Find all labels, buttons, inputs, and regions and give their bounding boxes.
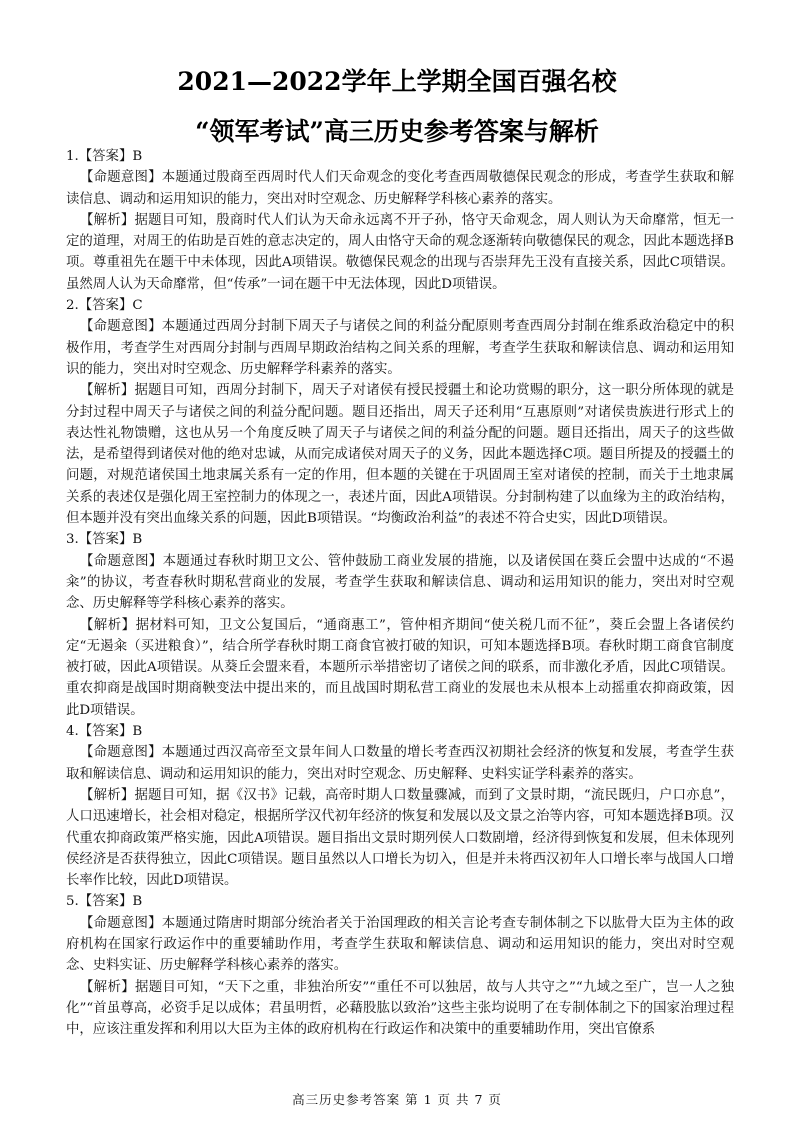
answer-line: 2.【答案】C bbox=[66, 298, 143, 314]
question-block-3 bbox=[66, 529, 734, 721]
answer-line: 1.【答案】B bbox=[66, 149, 143, 164]
analysis-paragraph: 【解析】据题目可知，西周分封制下，周天子对诸侯有授民授疆土和论功赏赐的职分，这一职分所体现的就是分封过程中周天子与诸侯之间的利益分配问题。题目还指出，周天子还利用“互惠原则”对诸侯贵族进行形式上的表达性礼物馈赠，这也从另一个角度反映了周天子与诸侯之间的利益分配的问题。题目还指出，周天子的这些做法，是希望得到诸侯对他的绝对忠诚，从而完成诸侯对周天子的义务，因此本题选择C项。题目所提及的授疆土的问题，对规范诸侯国土地隶属关系有一定的作用，但本题的关键在于巩固周王室对诸侯的控制，而关于土地隶属关系的表述仅是强化周王室控制力的体现之一，表述片面，因此A项错误。分封制构建了以血缘为主的政治结构，但本题并没有突出血缘关系的问题，因此B项错误。“均衡政治利益”的表述不符合史实，因此D项错误。 bbox=[66, 383, 734, 527]
answer-line: 3.【答案】B bbox=[66, 532, 143, 548]
page-title-line2: “领军考试”高三历史参考答案与解析 bbox=[195, 117, 599, 146]
intent-paragraph: 【命题意图】本题通过春秋时期卫文公、管仲鼓励工商业发展的措施，以及诸侯国在葵丘会盟中达成的“不遏籴”的协议，考查春秋时期私营商业的发展，考查学生获取和解读信息、调动和运用知识的能力，突出对时空观念、历史解释等学科核心素养的落实。 bbox=[66, 553, 734, 612]
answer-line: 4.【答案】B bbox=[66, 724, 143, 740]
question-block-5 bbox=[66, 891, 734, 1040]
answer-line: 5.【答案】B bbox=[66, 894, 143, 910]
analysis-paragraph: 【解析】据题目可知，殷商时代人们认为天命永远离不开子孙，恪守天命观念，周人则认为天命靡常，恒无一定的道理，对周王的佑助是百姓的意志决定的，周人由恪守天命的观念逐渐转向敬德保民的观念，因此本题选择B项。尊重祖先在题干中未体现，因此A项错误。敬德保民观念的出现与否崇拜先王没有直接关系，因此C项错误。虽然周人认为天命靡常，但“传承”一词在题干中无法体现，因此D项错误。 bbox=[66, 212, 734, 292]
question-block-2 bbox=[66, 295, 734, 529]
intent-paragraph: 【命题意图】本题通过隋唐时期部分统治者关于治国理政的相关言论考查专制体制之下以肱骨大臣为主体的政府机构在国家行政运作中的重要辅助作用，考查学生获取和解读信息、调动和运用知识的能力，突出对时空观念、史料实证、历史解释学科核心素养的落实。 bbox=[66, 915, 734, 974]
intent-paragraph: 【命题意图】本题通过殷商至西周时代人们天命观念的变化考查西周敬德保民观念的形成，考查学生获取和解读信息、调动和运用知识的能力，突出对时空观念、历史解释学科核心素养的落实。 bbox=[66, 170, 734, 207]
analysis-paragraph: 【解析】据材料可知，卫文公复国后，“通商惠工”，管仲相齐期间“使关税几而不征”，葵丘会盟上各诸侯约定“无遏籴（买进粮食）”，结合所学春秋时期工商食官被打破的知识，可知本题选择B项。春秋时期工商食官制度被打破，因此A项错误。从葵丘会盟来看，本题所示举措密切了诸侯之间的联系，而非激化矛盾，因此C项错误。重农抑商是战国时期商鞅变法中提出来的，而且战国时期私营工商业的发展也未从根本上动摇重农抑商政策，因此D项错误。 bbox=[66, 617, 734, 718]
question-block-1 bbox=[66, 146, 734, 295]
answer-content bbox=[66, 146, 734, 1040]
intent-paragraph: 【命题意图】本题通过西汉高帝至文景年间人口数量的增长考查西汉初期社会经济的恢复和发展，考查学生获取和解读信息、调动和运用知识的能力，突出对时空观念、历史解释、史料实证学科素养的落实。 bbox=[66, 745, 734, 782]
page-footer: 高三历史参考答案 第 1 页 共 7 页 bbox=[292, 1092, 502, 1107]
intent-paragraph: 【命题意图】本题通过西周分封制下周天子与诸侯之间的利益分配原则考查西周分封制在维系政治稳定中的积极作用，考查学生对西周分封制与西周早期政治结构之间关系的理解，考查学生获取和解读信息、调动和运用知识的能力，突出对时空观念、历史解释学科素养的落实。 bbox=[66, 319, 734, 377]
analysis-paragraph: 【解析】据题目可知，“天下之重，非独治所安”“重任不可以独居，故与人共守之”“九域之至广，岂一人之独化”“首虽尊高，必资手足以成体；君虽明哲，必藉股肱以致治”这些主张均说明了在专制体制之下的国家治理过程中，应该注重发挥和利用以大臣为主体的政府机构在行政运作和决策中的重要辅助作用，突出官僚系 bbox=[66, 979, 734, 1038]
analysis-paragraph: 【解析】据题目可知，据《汉书》记载，高帝时期人口数量骤减，而到了文景时期，“流民既归，户口亦息”，人口迅速增长，社会相对稳定，根据所学汉代初年经济的恢复和发展以及文景之治等内容，可知本题选择B项。汉代重农抑商政策严格实施，因此A项错误。题目指出文景时期列侯人口数剧增，经济得到恢复和发展，但未体现列侯经济是否获得独立，因此C项错误。题目虽然以人口增长为切入，但是并未将西汉初年人口增长率与战国人口增长率作比较，因此D项错误。 bbox=[66, 787, 734, 889]
question-block-4 bbox=[66, 721, 734, 891]
page-title-line1: 2021—2022学年上学期全国百强名校 bbox=[177, 67, 617, 96]
